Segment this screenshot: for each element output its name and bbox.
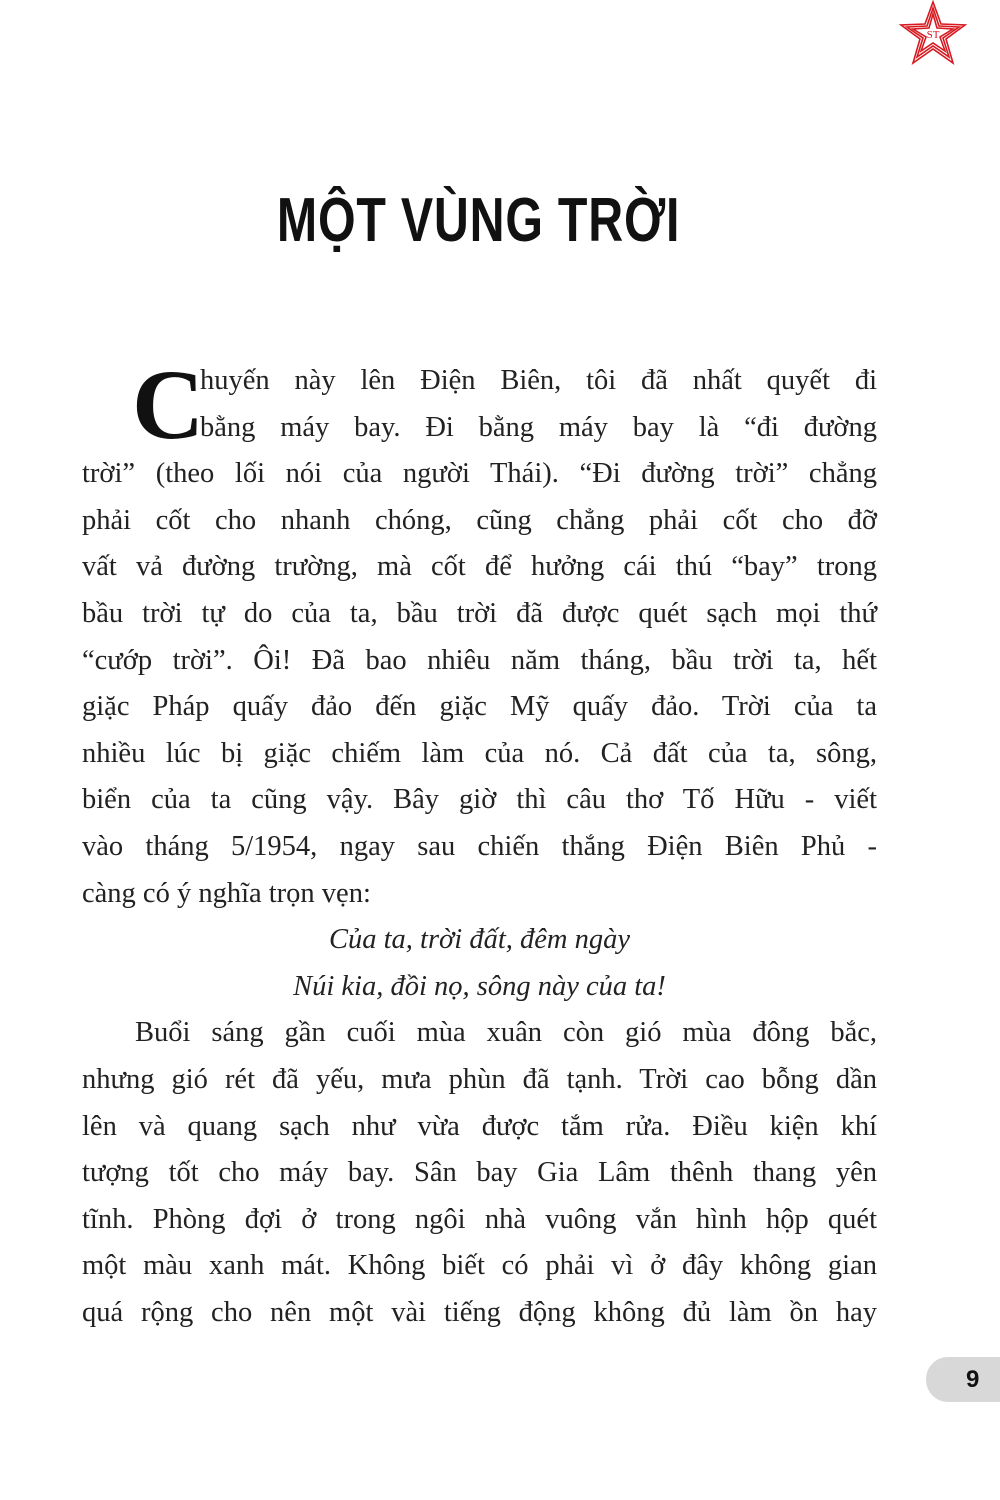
text-line: lên và quang sạch như vừa được tắm rửa. Điều kiện khí — [82, 1110, 877, 1142]
poem-quote — [82, 917, 877, 1010]
poem-line: Núi kia, đồi nọ, sông này của ta! — [293, 970, 666, 1002]
paragraph-2 — [82, 1010, 877, 1336]
text-line: quá rộng cho nên một vài tiếng động không đủ làm ồn hay — [82, 1296, 877, 1328]
text-line: vào tháng 5/1954, ngay sau chiến thắng Điện Biên Phủ - — [82, 830, 877, 862]
text-line: Buổi sáng gần cuối mùa xuân còn gió mùa đông bắc, — [135, 1017, 877, 1049]
chapter-body — [82, 349, 877, 1336]
text-line: phải cốt cho nhanh chóng, cũng chẳng phải cốt cho đỡ — [82, 504, 877, 536]
page-number: 9 — [966, 1366, 980, 1393]
text-line: một màu xanh mát. Không biết có phải vì ở đây không gian — [82, 1250, 877, 1282]
publisher-logo-star-icon — [898, 0, 968, 66]
text-line: “cướp trời”. Ôi! Đã bao nhiêu năm tháng, bầu trời ta, hết — [82, 644, 877, 676]
text-line: càng có ý nghĩa trọn vẹn: — [82, 877, 371, 909]
svg-text:ST: ST — [926, 29, 940, 41]
text-line: bầu trời tự do của ta, bầu trời đã được quét sạch mọi thứ — [82, 597, 877, 629]
text-line: giặc Pháp quấy đảo đến giặc Mỹ quấy đảo. Trời của ta — [82, 691, 877, 723]
chapter-title: MỘT VÙNG TRỜI — [277, 186, 681, 255]
text-line: vất vả đường trường, mà cốt để hưởng cái thú “bay” trong — [82, 551, 877, 583]
drop-cap: C — [132, 349, 205, 460]
text-line: nhiều lúc bị giặc chiếm làm của nó. Cả đất của ta, sông, — [82, 737, 877, 769]
text-line: nhưng gió rét đã yếu, mưa phùn đã tạnh. Trời cao bỗng dần — [82, 1063, 877, 1095]
text-line: huyến này lên Điện Biên, tôi đã nhất quyết đi — [200, 365, 877, 396]
text-line: tượng tốt cho máy bay. Sân bay Gia Lâm thênh thang yên — [82, 1157, 877, 1189]
page-number-tab — [926, 1357, 1000, 1402]
text-line: trời” (theo lối nói của người Thái). “Đi đường trời” chẳng — [82, 458, 877, 490]
text-line: tĩnh. Phòng đợi ở trong ngôi nhà vuông vắn hình hộp quét — [82, 1203, 877, 1235]
text-line: bằng máy bay. Đi bằng máy bay là “đi đường — [200, 411, 877, 443]
poem-line: Của ta, trời đất, đêm ngày — [329, 924, 630, 956]
text-line: biển của ta cũng vậy. Bây giờ thì câu thơ Tố Hữu - viết — [82, 784, 877, 816]
